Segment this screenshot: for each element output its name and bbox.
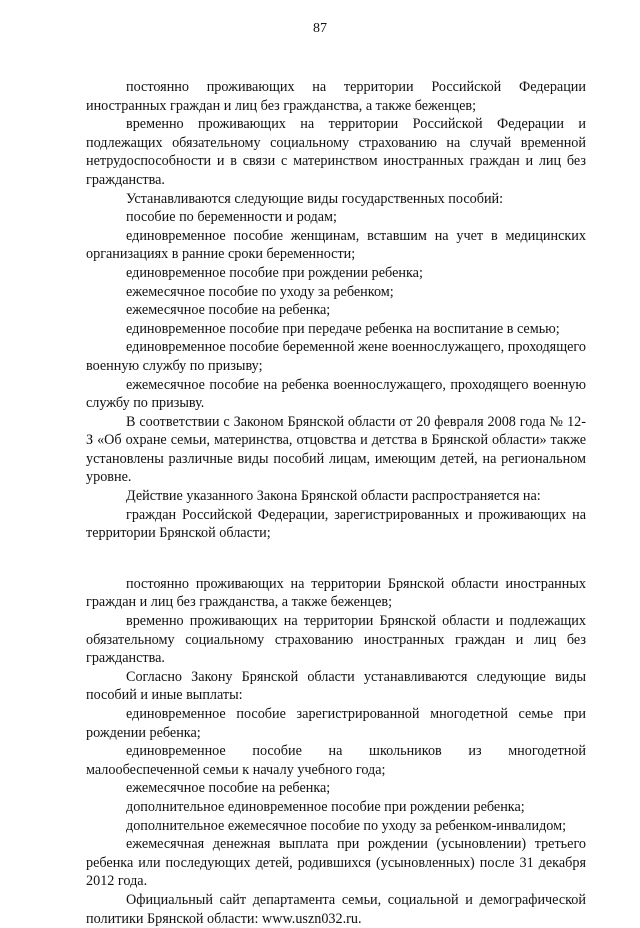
list-item: граждан Российской Федерации, зарегистрированных и проживающих на территории Брянской области; bbox=[86, 506, 586, 542]
list-item: единовременное пособие при рождении ребенка; bbox=[126, 264, 423, 281]
paragraph: Официальный сайт департамента семьи, социальной и демографической политики Брянской области: www.uszn032.ru. bbox=[86, 891, 586, 927]
paragraph: временно проживающих на территории Российской Федерации и подлежащих обязательному социальному страхованию на случай временной нетрудоспособности и в связи с материнством иностранных граждан и лиц без гражданства. bbox=[86, 116, 586, 188]
list-item: ежемесячное пособие на ребенка; bbox=[126, 302, 331, 319]
list-item: единовременное пособие беременной жене военнослужащего, проходящего военную службу по призыву; bbox=[86, 339, 586, 374]
list-item: ежемесячная денежная выплата при рождении (усыновлении) третьего ребенка или последующих детей, родившихся (усыновленных) после 31 декабря 2012 года. bbox=[86, 836, 586, 890]
document-body bbox=[86, 78, 586, 928]
list-item: дополнительное ежемесячное пособие по уходу за ребенком-инвалидом; bbox=[126, 817, 567, 834]
paragraph: Устанавливаются следующие виды государственных пособий: bbox=[126, 190, 504, 207]
paragraph: Согласно Закону Брянской области устанавливаются следующие виды пособий и иные выплаты: bbox=[86, 668, 586, 704]
list-item: ежемесячное пособие по уходу за ребенком; bbox=[126, 283, 394, 300]
list-item: единовременное пособие женщинам, вставшим на учет в медицинских организациях в ранние сроки беременности; bbox=[86, 227, 586, 263]
paragraph: постоянно проживающих на территории Российской Федерации иностранных граждан и лиц без гражданства, а также беженцев; bbox=[86, 79, 586, 114]
paragraph: В соответствии с Законом Брянской области от 20 февраля 2008 года № 12-З «Об охране семьи, материнства, отцовства и детства в Брянской области» также установлены различные виды пособий лицам, имеющим детей, на региональном уровне. bbox=[86, 413, 586, 486]
list-item: временно проживающих на территории Брянской области и подлежащих обязательному социальному страхованию иностранных граждан и лиц без гражданства. bbox=[86, 613, 586, 667]
paragraph-gap bbox=[86, 543, 586, 575]
paragraph: Действие указанного Закона Брянской области распространяется на: bbox=[126, 488, 541, 505]
list-item: единовременное пособие на школьников из многодетной малообеспеченной семьи к началу учебного года; bbox=[86, 743, 586, 778]
list-item: постоянно проживающих на территории Брянской области иностранных граждан и лиц без гражданства, а также беженцев; bbox=[86, 575, 586, 611]
list-item: единовременное пособие при передаче ребенка на воспитание в семью; bbox=[126, 320, 560, 337]
list-item: единовременное пособие зарегистрированной многодетной семье при рождении ребенка; bbox=[86, 706, 586, 741]
list-item: дополнительное единовременное пособие при рождении ребенка; bbox=[126, 798, 525, 815]
list-item: ежемесячное пособие на ребенка военнослужащего, проходящего военную службу по призыву. bbox=[86, 376, 586, 412]
page-number: 87 bbox=[313, 21, 327, 36]
list-item: ежемесячное пособие на ребенка; bbox=[126, 780, 331, 797]
list-item: пособие по беременности и родам; bbox=[126, 209, 337, 226]
